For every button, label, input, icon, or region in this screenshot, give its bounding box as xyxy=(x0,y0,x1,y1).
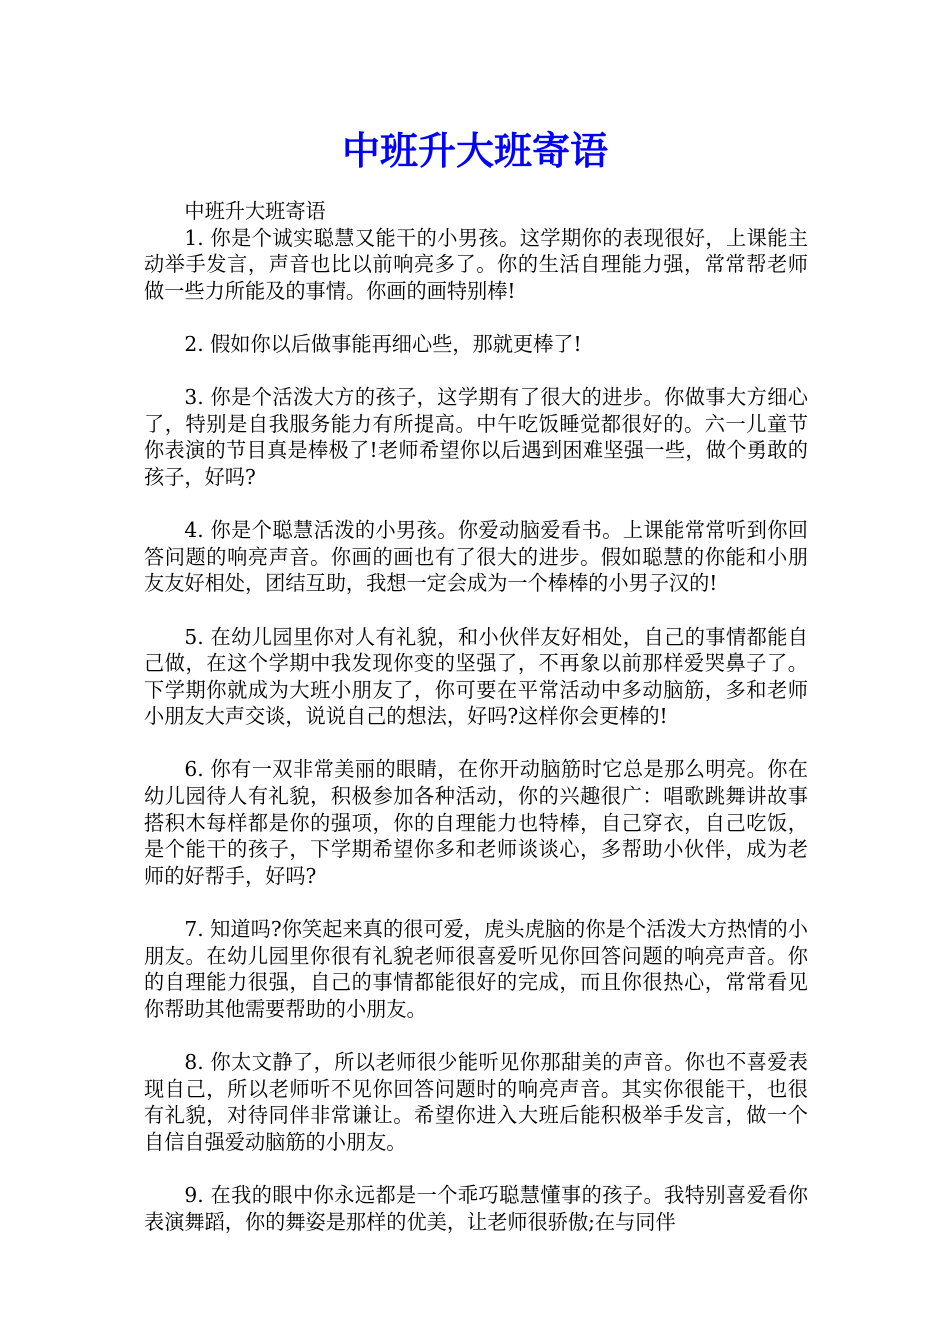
paragraph-6: 6. 你有一双非常美丽的眼睛，在你开动脑筋时它总是那么明亮。你在幼儿园待人有礼貌，积极参加各种活动，你的兴趣很广：唱歌跳舞讲故事搭积木每样都是你的强项，你的自理能力也特棒，自己穿衣，自己吃饭，是个能干的孩子，下学期希望你多和老师谈谈心，多帮助小伙伴，成为老师的好帮手，好吗? xyxy=(144,757,808,888)
paragraph-7: 7. 知道吗?你笑起来真的很可爱，虎头虎脑的你是个活泼大方热情的小朋友。在幼儿园里你很有礼貌老师很喜爱听见你回答问题的响亮声音。你的自理能力很强，自己的事情都能很好的完成，而且你很热心，常常看见你帮助其他需要帮助的小朋友。 xyxy=(144,917,808,1021)
paragraph-4: 4. 你是个聪慧活泼的小男孩。你爱动脑爱看书。上课能常常听到你回答问题的响亮声音。你画的画也有了很大的进步。假如聪慧的你能和小朋友友好相处，团结互助，我想一定会成为一个棒棒的小男子汉的! xyxy=(144,518,808,596)
paragraph-2: 2. 假如你以后做事能再细心些，那就更棒了! xyxy=(184,331,582,356)
document-body xyxy=(144,198,808,1235)
paragraph-3: 3. 你是个活泼大方的孩子，这学期有了很大的进步。你做事大方细心了，特别是自我服务能力有所提高。中午吃饭睡觉都很好的。六一儿童节你表演的节目真是棒极了!老师希望你以后遇到困难坚强一些，做个勇敢的孩子，好吗? xyxy=(144,385,808,489)
paragraph-9: 9. 在我的眼中你永远都是一个乖巧聪慧懂事的孩子。我特别喜爱看你表演舞蹈，你的舞姿是那样的优美，让老师很骄傲;在与同伴 xyxy=(144,1182,808,1234)
paragraph-1: 1. 你是个诚实聪慧又能干的小男孩。这学期你的表现很好，上课能主动举手发言，声音也比以前响亮多了。你的生活自理能力强，常常帮老师做一些力所能及的事情。你画的画特别棒! xyxy=(144,225,808,303)
document-subtitle: 中班升大班寄语 xyxy=(184,199,326,223)
document-title: 中班升大班寄语 xyxy=(341,128,608,173)
paragraph-5: 5. 在幼儿园里你对人有礼貌，和小伙伴友好相处，自己的事情都能自己做，在这个学期中我发现你变的坚强了，不再象以前那样爱哭鼻子了。下学期你就成为大班小朋友了，你可要在平常活动中多动脑筋，多和老师小朋友大声交谈，说说自己的想法，好吗?这样你会更棒的! xyxy=(144,624,808,729)
paragraph-8: 8. 你太文静了，所以老师很少能听见你那甜美的声音。你也不喜爱表现自己，所以老师听不见你回答问题时的响亮声音。其实你很能干，也很有礼貌，对待同伴非常谦让。希望你进入大班后能积极举手发言，做一个自信自强爱动脑筋的小朋友。 xyxy=(144,1050,808,1154)
